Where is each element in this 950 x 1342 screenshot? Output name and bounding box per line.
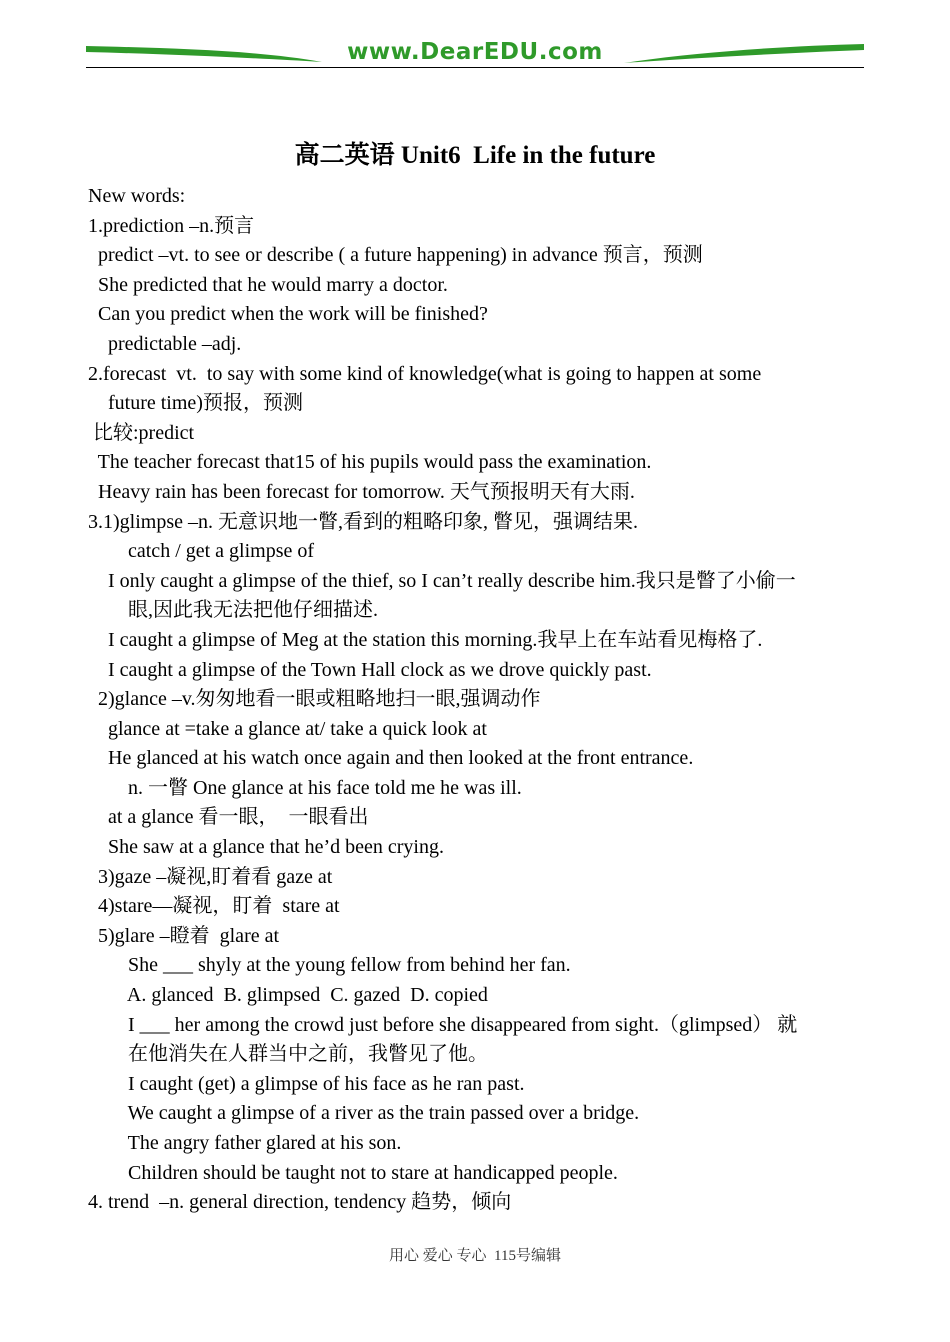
text-line: 5)glare –瞪着 glare at: [88, 924, 280, 947]
site-logo-text: www.DearEDU.com: [347, 39, 603, 65]
text-line: She ___ shyly at the young fellow from behind her fan.: [88, 954, 571, 977]
text-line: 4)stare—凝视，盯着 stare at: [88, 895, 340, 918]
text-line: I ___ her among the crowd just before she disappeared from sight.（glimpsed） 就: [88, 1013, 798, 1036]
text-line: Heavy rain has been forecast for tomorrow. 天气预报明天有大雨.: [88, 480, 635, 503]
text-line: A. glanced B. glimpsed C. gazed D. copied: [88, 984, 488, 1007]
document-body: [88, 182, 863, 1218]
text-line: I caught (get) a glimpse of his face as he ran past.: [88, 1072, 525, 1095]
text-line: catch / get a glimpse of: [88, 540, 315, 563]
text-line: n. 一瞥 One glance at his face told me he was ill.: [88, 776, 522, 799]
text-line: 在他消失在人群当中之前，我瞥见了他。: [88, 1043, 488, 1066]
text-line: at a glance 看一眼， 一眼看出: [88, 806, 369, 829]
text-line: predict –vt. to see or describe ( a future happening) in advance 预言，预测: [88, 244, 703, 267]
text-line: 2)glance –v.匆匆地看一眼或粗略地扫一眼,强调动作: [88, 688, 541, 711]
text-line: Can you predict when the work will be finished?: [88, 303, 488, 326]
text-line: glance at =take a glance at/ take a quick look at: [88, 717, 487, 740]
text-line: Children should be taught not to stare at handicapped people.: [88, 1161, 618, 1184]
text-line: future time)预报，预测: [88, 392, 303, 415]
text-line: 1.prediction –n.预言: [88, 214, 255, 237]
header-rule: [86, 67, 864, 68]
text-line: The angry father glared at his son.: [88, 1132, 402, 1154]
text-line: I caught a glimpse of Meg at the station this morning.我早上在车站看见梅格了.: [88, 628, 763, 651]
text-line: 眼,因此我无法把他仔细描述.: [88, 599, 378, 622]
page-title: 高二英语 Unit6 Life in the future: [294, 142, 656, 169]
text-line: 2.forecast vt. to say with some kind of knowledge(what is going to happen at some: [88, 362, 762, 385]
text-line: She saw at a glance that he’d been crying.: [88, 836, 444, 859]
text-line: predictable –adj.: [88, 332, 242, 355]
text-line: We caught a glimpse of a river as the train passed over a bridge.: [88, 1102, 640, 1125]
text-line: I caught a glimpse of the Town Hall clock as we drove quickly past.: [88, 658, 652, 681]
text-line: 3.1)glimpse –n. 无意识地一瞥,看到的粗略印象, 瞥见，强调结果.: [88, 510, 638, 533]
text-line: 3)gaze –凝视,盯着看 gaze at: [88, 865, 333, 888]
text-line: 4. trend –n. general direction, tendency 趋势，倾向: [88, 1191, 512, 1214]
text-line: 比较:predict: [88, 421, 195, 444]
text-line: He glanced at his watch once again and then looked at the front entrance.: [88, 747, 694, 770]
text-line: New words:: [88, 185, 186, 207]
header-banner: [86, 38, 864, 70]
text-line: The teacher forecast that15 of his pupils would pass the examination.: [88, 451, 652, 474]
text-line: I only caught a glimpse of the thief, so I can’t really describe him.我只是瞥了小偷一: [88, 569, 796, 592]
text-line: She predicted that he would marry a doctor.: [88, 273, 448, 296]
page-footer: 用心 爱心 专心 115号编辑: [389, 1248, 561, 1264]
